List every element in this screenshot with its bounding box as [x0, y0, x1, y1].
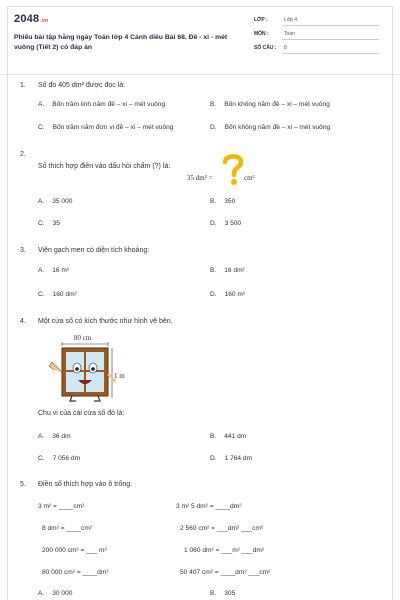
- q5-blank-left-1[interactable]: 3 m² = ____cm²: [38, 503, 85, 510]
- q3-number: 3.: [20, 247, 26, 254]
- q3-option-d[interactable]: D. 160 m²: [210, 291, 246, 298]
- q5-number: 5.: [20, 481, 26, 488]
- q3-option-b[interactable]: B. 16 dm²: [210, 267, 245, 274]
- q5-blank-right-4[interactable]: 50 407 cm² = ____dm² ___cm²: [180, 569, 271, 576]
- q3-option-c[interactable]: C. 160 dm²: [38, 291, 77, 298]
- q2-option-b[interactable]: B. 350: [210, 198, 236, 205]
- q1-option-b[interactable]: B. Bốn không năm đề – xi – mét vuông: [210, 101, 330, 108]
- q2-option-d[interactable]: D. 3 500: [210, 220, 242, 227]
- q2-text: Số thích hợp điền vào dấu hỏi chấm (?) là:: [38, 163, 171, 170]
- window-height-label: 1 m: [114, 372, 125, 380]
- q5-blank-left-2[interactable]: 8 dm² = ____cm²: [42, 525, 93, 532]
- q5-blank-left-4[interactable]: 80 000 cm² = ____dm²: [42, 569, 109, 576]
- q3-option-a[interactable]: A. 16 m²: [38, 267, 70, 274]
- q4-text: Một cửa sổ có kích thước như hình vẽ bên.: [38, 318, 173, 325]
- q5-blank-right-2[interactable]: 2 560 cm² = ___dm² ___cm²: [180, 525, 264, 532]
- q1-option-d[interactable]: D. Bốn không năm đề – xi – mét vuông: [210, 124, 331, 131]
- q4-option-b[interactable]: B. 441 dm: [210, 433, 247, 440]
- q2-equation-right: cm²: [244, 174, 255, 182]
- q1-number: 1.: [20, 82, 26, 89]
- q2-equation-left: 35 dm² =: [187, 174, 213, 182]
- site-logo[interactable]: 2048.vn: [14, 13, 49, 25]
- q4-option-a[interactable]: A. 36 dm: [38, 433, 71, 440]
- q5-option-b[interactable]: B. 305: [210, 590, 236, 597]
- q4-option-d[interactable]: D. 1 764 dm: [210, 455, 253, 462]
- q4-number: 4.: [20, 318, 26, 325]
- q5-blank-right-1[interactable]: 3 m² 5 dm² = ____dm²: [176, 503, 242, 510]
- q2-number: 2.: [20, 151, 26, 158]
- q2-option-a[interactable]: A. 35 000: [38, 198, 73, 205]
- q1-option-a[interactable]: A. Bốn trăm linh năm đề – xi – mét vuông: [38, 101, 166, 108]
- worksheet-page: [7, 6, 393, 600]
- q5-text: Điền số thích hợp vào ô trống.: [38, 481, 133, 488]
- header-divider: [0, 74, 400, 75]
- window-character-illustration: [46, 342, 116, 402]
- question-mark-icon: [222, 152, 244, 186]
- q1-option-c[interactable]: C. Bốn trăm năm đơn vị đề – xi – mét vuông: [38, 124, 174, 131]
- q3-text: Viên gạch men có diện tích khoảng:: [38, 247, 150, 254]
- window-width-label: 80 cm: [74, 334, 92, 342]
- q5-option-a[interactable]: A. 30 000: [38, 590, 73, 597]
- q2-option-c[interactable]: C. 35: [38, 220, 60, 227]
- q5-blank-right-3[interactable]: 1 060 dm² = ___m² ___dm²: [184, 547, 265, 554]
- q4-option-c[interactable]: C. 7 056 dm: [38, 455, 81, 462]
- q4-text-2: Chu vi của cái cửa sổ đó là:: [38, 410, 125, 417]
- q1-text: Số đo 405 dm² được đọc là:: [38, 82, 126, 89]
- worksheet-title: Phiếu bài tập hằng ngày Toán lớp 4 Cánh diều Bài 68. Đề - xi - mét vuông (Tiết 2) có đáp án: [14, 34, 228, 51]
- q5-blank-left-3[interactable]: 200 000 cm² = ___ m²: [42, 547, 107, 554]
